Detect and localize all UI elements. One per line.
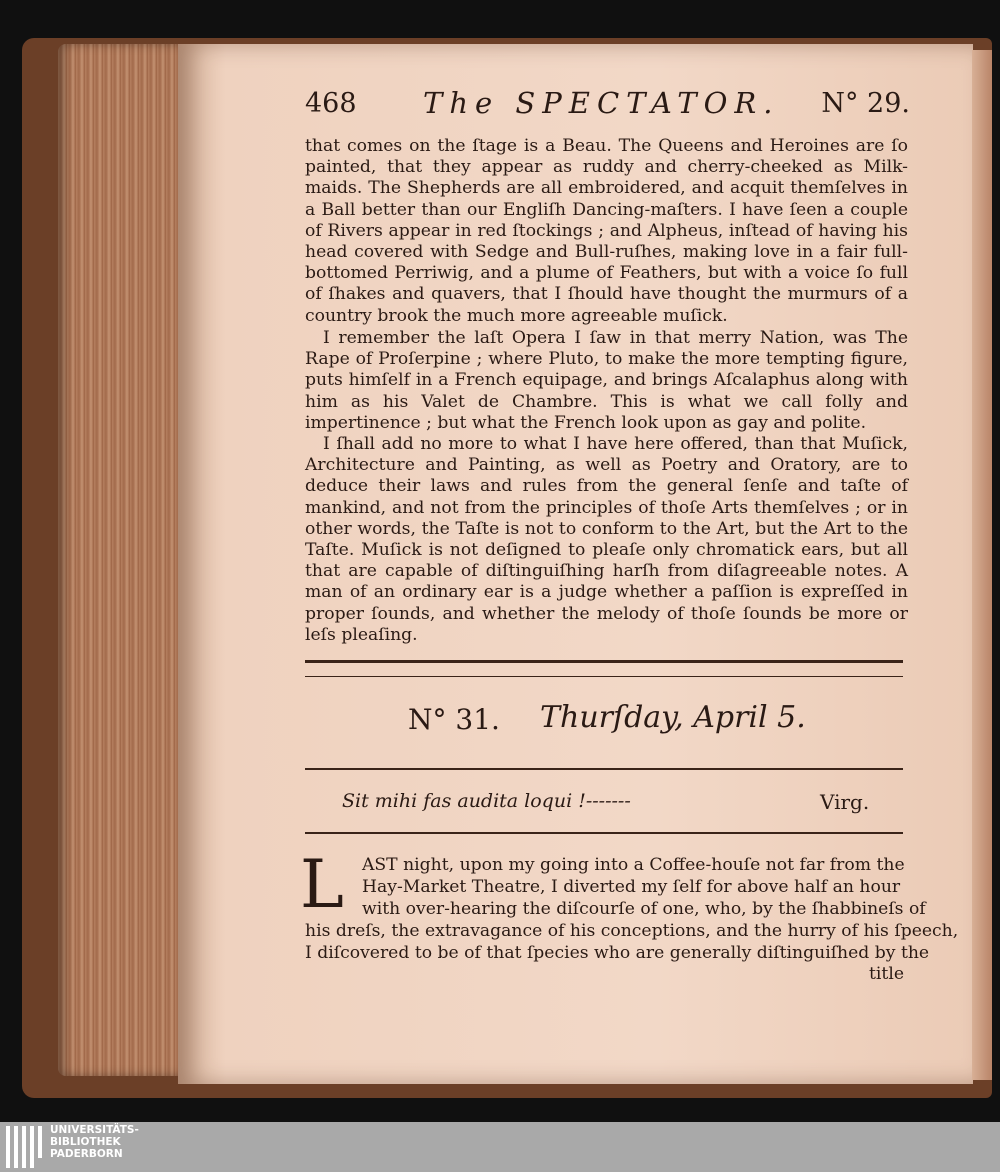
library-logo-icon [6,1126,44,1168]
motto-rule-bottom [305,832,903,834]
issue-number: N° 29. [821,88,910,119]
article-line-3: with over-hearing the diſcourſe of one, who, by the ſhabbineſs of [362,899,926,919]
library-name [50,1124,139,1160]
paragraph-2: I remember the laſt Opera I ſaw in that merry Nation, was The Rape of Proſerpine ; where Pluto, to make the more tempting figure, puts himſelf in a French equipage, and brings Aſcalaphus along with him as his Valet de Chambre. This is what we call folly and impertinence ; but what the French look upon as gay and polite. [305,328,908,433]
paragraph-1: that comes on the ſtage is a Beau. The Queens and Heroines are ſo painted, that they appear as ruddy and cherry-cheeked as Milk-maids. The Shepherds are all embroidered, and acquit themſelves in a Ball better than our Engliſh Dancing-maſters. I have ſeen a couple of Rivers appear in red ſtockings ; and Alpheus, inſtead of having his head covered with Sedge and Bull-ruſhes, making love in a fair full-bottomed Perriwig, and a plume of Feathers, but with a voice ſo full of ſhakes and quavers, that I ſhould have thought the murmurs of a country brook the much more agreeable muſick. [305,136,908,326]
library-line-3: PADERBORN [50,1148,123,1160]
article-line-2: Hay-Market Theatre, I diverted my ſelf for above half an hour [362,877,901,897]
drop-cap: L [300,846,344,923]
journal-title: The SPECTATOR. [423,86,780,120]
page-block-edge [58,44,188,1076]
article-line-1: AST night, upon my going into a Coffee-houſe not far from the [362,855,905,875]
motto-source: Virg. [820,790,870,814]
paragraph-3: I ſhall add no more to what I have here offered, than that Muſick, Architecture and Painting, as well as Poetry and Oratory, are to deduce their laws and rules from the general ſenſe and taſte of mankind, and not from the principles of thoſe Arts themſelves ; or in other words, the Taſte is not to conform to the Art, but the Art to the Taſte. Muſick is not deſigned to pleaſe only chromatick ears, but all that are capable of diſtinguiſhing harſh from diſagreeable notes. A man of an ordinary ear is a judge whether a paſſion is expreſſed in proper ſounds, and whether the melody of thoſe ſounds be more or leſs pleaſing. [305,434,908,645]
running-header [305,86,910,126]
article-line-5: I diſcovered to be of that ſpecies who are generally diſtinguiſhed by the [305,943,930,963]
section-rule-thin [305,676,903,677]
section-rule-thick [305,660,903,663]
library-line-1: UNIVERSITÄTS- [50,1124,139,1136]
article-line-4: his dreſs, the extravagance of his conceptions, and the hurry of his ſpeech, [305,921,959,941]
page-number: 468 [305,88,357,119]
library-footer [0,1122,1000,1172]
motto-quote: Sit mihi fas audita loqui !------- [342,790,631,812]
library-line-2: BIBLIOTHEK [50,1136,121,1148]
right-page-edge [972,50,992,1080]
catchword: title [869,964,904,984]
motto-rule-top [305,768,903,770]
next-issue-number: N° 31. [408,703,500,736]
next-issue-date: Thurſday, April 5. [540,700,806,735]
